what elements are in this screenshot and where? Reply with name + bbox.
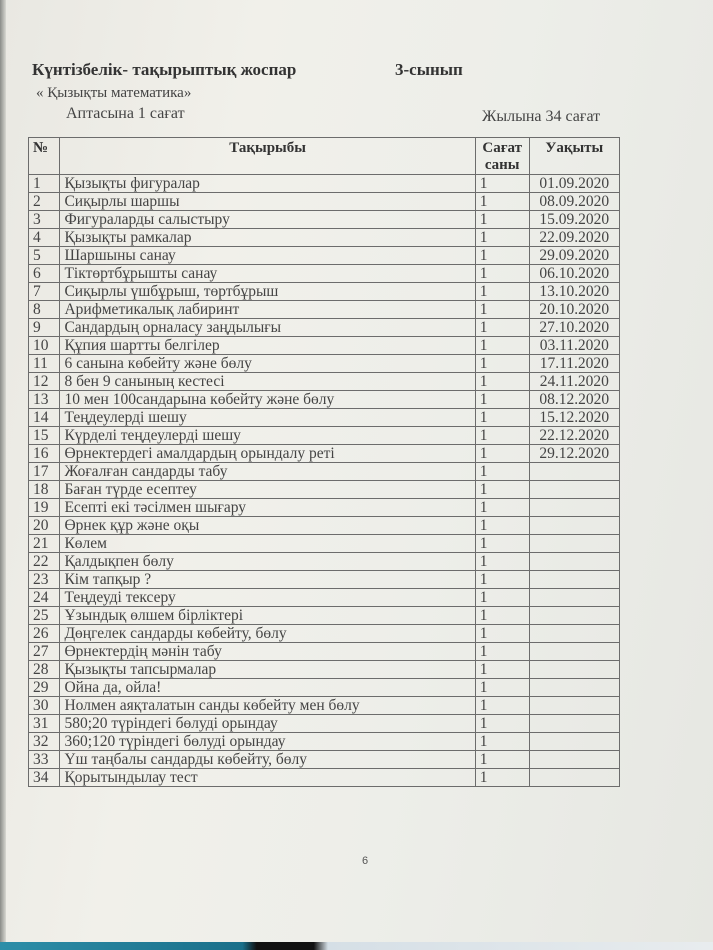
row-hours: 1 [475,463,529,481]
row-topic: 10 мен 100сандарына көбейту және бөлу [60,391,475,409]
row-topic: Нолмен аяқталатын санды көбейту мен бөлу [60,697,475,715]
table-row [29,391,620,409]
row-date [529,715,619,733]
row-number: 34 [29,769,60,787]
row-hours: 1 [475,535,529,553]
page-number: 6 [362,855,369,867]
row-hours: 1 [475,589,529,607]
row-number: 21 [29,535,60,553]
row-topic: Ұзындық өлшем бірліктері [60,607,475,625]
row-number: 29 [29,679,60,697]
row-hours: 1 [475,553,529,571]
row-hours: 1 [475,337,529,355]
row-date: 24.11.2020 [529,373,619,391]
row-date: 22.12.2020 [529,427,619,445]
lesson-plan-table [28,137,620,787]
row-number: 24 [29,589,60,607]
row-topic: Қорытындылау тест [60,769,475,787]
row-date: 17.11.2020 [529,355,619,373]
table-row [29,337,620,355]
row-hours: 1 [475,607,529,625]
row-topic: Теңдеуді тексеру [60,589,475,607]
row-topic: Баған түрде есептеу [60,481,475,499]
subject-name: « Қызықты математика» [36,85,192,101]
row-number: 30 [29,697,60,715]
table-row [29,751,620,769]
hours-per-week: Аптасына 1 сағат [66,105,185,122]
row-hours: 1 [475,373,529,391]
row-number: 22 [29,553,60,571]
table-row [29,697,620,715]
row-topic: Сиқырлы шаршы [60,193,475,211]
table-row [29,229,620,247]
header-number: № [29,138,60,175]
row-number: 16 [29,445,60,463]
row-hours: 1 [475,571,529,589]
row-hours: 1 [475,715,529,733]
row-hours: 1 [475,211,529,229]
table-row [29,679,620,697]
row-date [529,661,619,679]
row-hours: 1 [475,193,529,211]
row-topic: Үш таңбалы сандарды көбейту, бөлу [60,751,475,769]
row-topic: Құпия шартты белгілер [60,337,475,355]
row-number: 2 [29,193,60,211]
table-body [29,175,620,787]
header-topic: Тақырыбы [60,138,475,175]
row-date: 27.10.2020 [529,319,619,337]
row-hours: 1 [475,229,529,247]
header-hours-line1: Сағат [482,140,522,156]
grade-label: 3-сынып [395,60,463,79]
table-row [29,355,620,373]
table-row [29,175,620,193]
table-row [29,733,620,751]
row-number: 23 [29,571,60,589]
row-topic: Қызықты тапсырмалар [60,661,475,679]
row-date [529,751,619,769]
table-row [29,283,620,301]
row-number: 6 [29,265,60,283]
row-hours: 1 [475,499,529,517]
row-number: 13 [29,391,60,409]
row-number: 7 [29,283,60,301]
row-number: 10 [29,337,60,355]
table-row [29,661,620,679]
row-date: 13.10.2020 [529,283,619,301]
row-date [529,553,619,571]
row-date [529,769,619,787]
table-row [29,499,620,517]
row-number: 18 [29,481,60,499]
row-topic: 6 санына көбейту және бөлу [60,355,475,373]
table-row [29,409,620,427]
table-row [29,715,620,733]
row-hours: 1 [475,319,529,337]
row-date: 06.10.2020 [529,265,619,283]
table-row [29,571,620,589]
row-date [529,625,619,643]
row-hours: 1 [475,391,529,409]
header-date: Уақыты [529,138,619,175]
row-hours: 1 [475,643,529,661]
row-hours: 1 [475,697,529,715]
row-date: 29.12.2020 [529,445,619,463]
table-row [29,247,620,265]
row-number: 4 [29,229,60,247]
row-number: 14 [29,409,60,427]
header-hours-line2: саны [484,157,520,173]
row-topic: Есепті екі тәсілмен шығару [60,499,475,517]
row-date: 03.11.2020 [529,337,619,355]
row-hours: 1 [475,427,529,445]
row-topic: Арифметикалық лабиринт [60,301,475,319]
table-row [29,463,620,481]
row-date: 01.09.2020 [529,175,619,193]
row-number: 12 [29,373,60,391]
row-hours: 1 [475,661,529,679]
row-hours: 1 [475,733,529,751]
row-date [529,733,619,751]
row-topic: Қалдықпен бөлу [60,553,475,571]
row-date: 29.09.2020 [529,247,619,265]
row-topic: Өрнектердің мәнін табу [60,643,475,661]
row-hours: 1 [475,769,529,787]
row-topic: 8 бен 9 санының кестесі [60,373,475,391]
row-topic: 360;120 түріндегі бөлуді орындау [60,733,475,751]
row-date [529,697,619,715]
row-number: 8 [29,301,60,319]
row-number: 31 [29,715,60,733]
document-title: Күнтізбелік- тақырыптық жоспар [32,60,297,79]
table-row [29,319,620,337]
table-row [29,373,620,391]
table-row [29,445,620,463]
table-row [29,427,620,445]
row-number: 25 [29,607,60,625]
row-hours: 1 [475,445,529,463]
row-topic: Дөңгелек сандарды көбейту, бөлу [60,625,475,643]
row-topic: Ойна да, ойла! [60,679,475,697]
row-number: 33 [29,751,60,769]
table-row [29,643,620,661]
row-date: 20.10.2020 [529,301,619,319]
row-number: 5 [29,247,60,265]
row-hours: 1 [475,301,529,319]
row-number: 11 [29,355,60,373]
row-hours: 1 [475,625,529,643]
table-header-row [29,138,620,175]
row-topic: Өрнек құр және оқы [60,517,475,535]
row-number: 26 [29,625,60,643]
table-row [29,625,620,643]
table-row [29,301,620,319]
table-row [29,535,620,553]
row-date [529,571,619,589]
row-topic: Теңдеулерді шешу [60,409,475,427]
row-hours: 1 [475,751,529,769]
table-row [29,607,620,625]
row-hours: 1 [475,517,529,535]
row-topic: Өрнектердегі амалдардың орындалу реті [60,445,475,463]
row-topic: Жоғалған сандарды табу [60,463,475,481]
table-row [29,517,620,535]
row-number: 15 [29,427,60,445]
row-number: 28 [29,661,60,679]
row-date: 15.12.2020 [529,409,619,427]
row-topic: Шаршыны санау [60,247,475,265]
row-hours: 1 [475,247,529,265]
row-number: 1 [29,175,60,193]
row-date: 08.09.2020 [529,193,619,211]
table-row [29,553,620,571]
row-date [529,679,619,697]
row-date: 15.09.2020 [529,211,619,229]
row-topic: Көлем [60,535,475,553]
row-number: 27 [29,643,60,661]
row-hours: 1 [475,283,529,301]
row-date [529,499,619,517]
row-date [529,607,619,625]
row-date [529,535,619,553]
table-row [29,193,620,211]
row-number: 32 [29,733,60,751]
row-hours: 1 [475,679,529,697]
row-topic: Сандардың орналасу заңдылығы [60,319,475,337]
table-row [29,211,620,229]
row-topic: Тіктөртбұрышты санау [60,265,475,283]
table-row [29,265,620,283]
page-edge-shadow [0,0,6,950]
row-number: 20 [29,517,60,535]
row-date [529,643,619,661]
row-date [529,517,619,535]
row-topic: Сиқырлы үшбұрыш, төртбұрыш [60,283,475,301]
row-date [529,463,619,481]
row-topic: Кім тапқыр ? [60,571,475,589]
row-topic: Фигураларды салыстыру [60,211,475,229]
hours-per-year: Жылына 34 сағат [482,108,601,125]
row-hours: 1 [475,355,529,373]
row-date: 08.12.2020 [529,391,619,409]
row-date: 22.09.2020 [529,229,619,247]
row-topic: 580;20 түріндегі бөлуді орындау [60,715,475,733]
row-number: 3 [29,211,60,229]
row-hours: 1 [475,175,529,193]
row-number: 19 [29,499,60,517]
row-hours: 1 [475,265,529,283]
row-topic: Қызықты рамкалар [60,229,475,247]
row-number: 17 [29,463,60,481]
row-hours: 1 [475,409,529,427]
row-topic: Күрделі теңдеулерді шешу [60,427,475,445]
row-topic: Қызықты фигуралар [60,175,475,193]
bottom-photo-edge [0,942,713,950]
table-row [29,769,620,787]
row-date [529,589,619,607]
header-hours [475,138,529,175]
row-date [529,481,619,499]
table-row [29,481,620,499]
row-hours: 1 [475,481,529,499]
row-number: 9 [29,319,60,337]
table-row [29,589,620,607]
